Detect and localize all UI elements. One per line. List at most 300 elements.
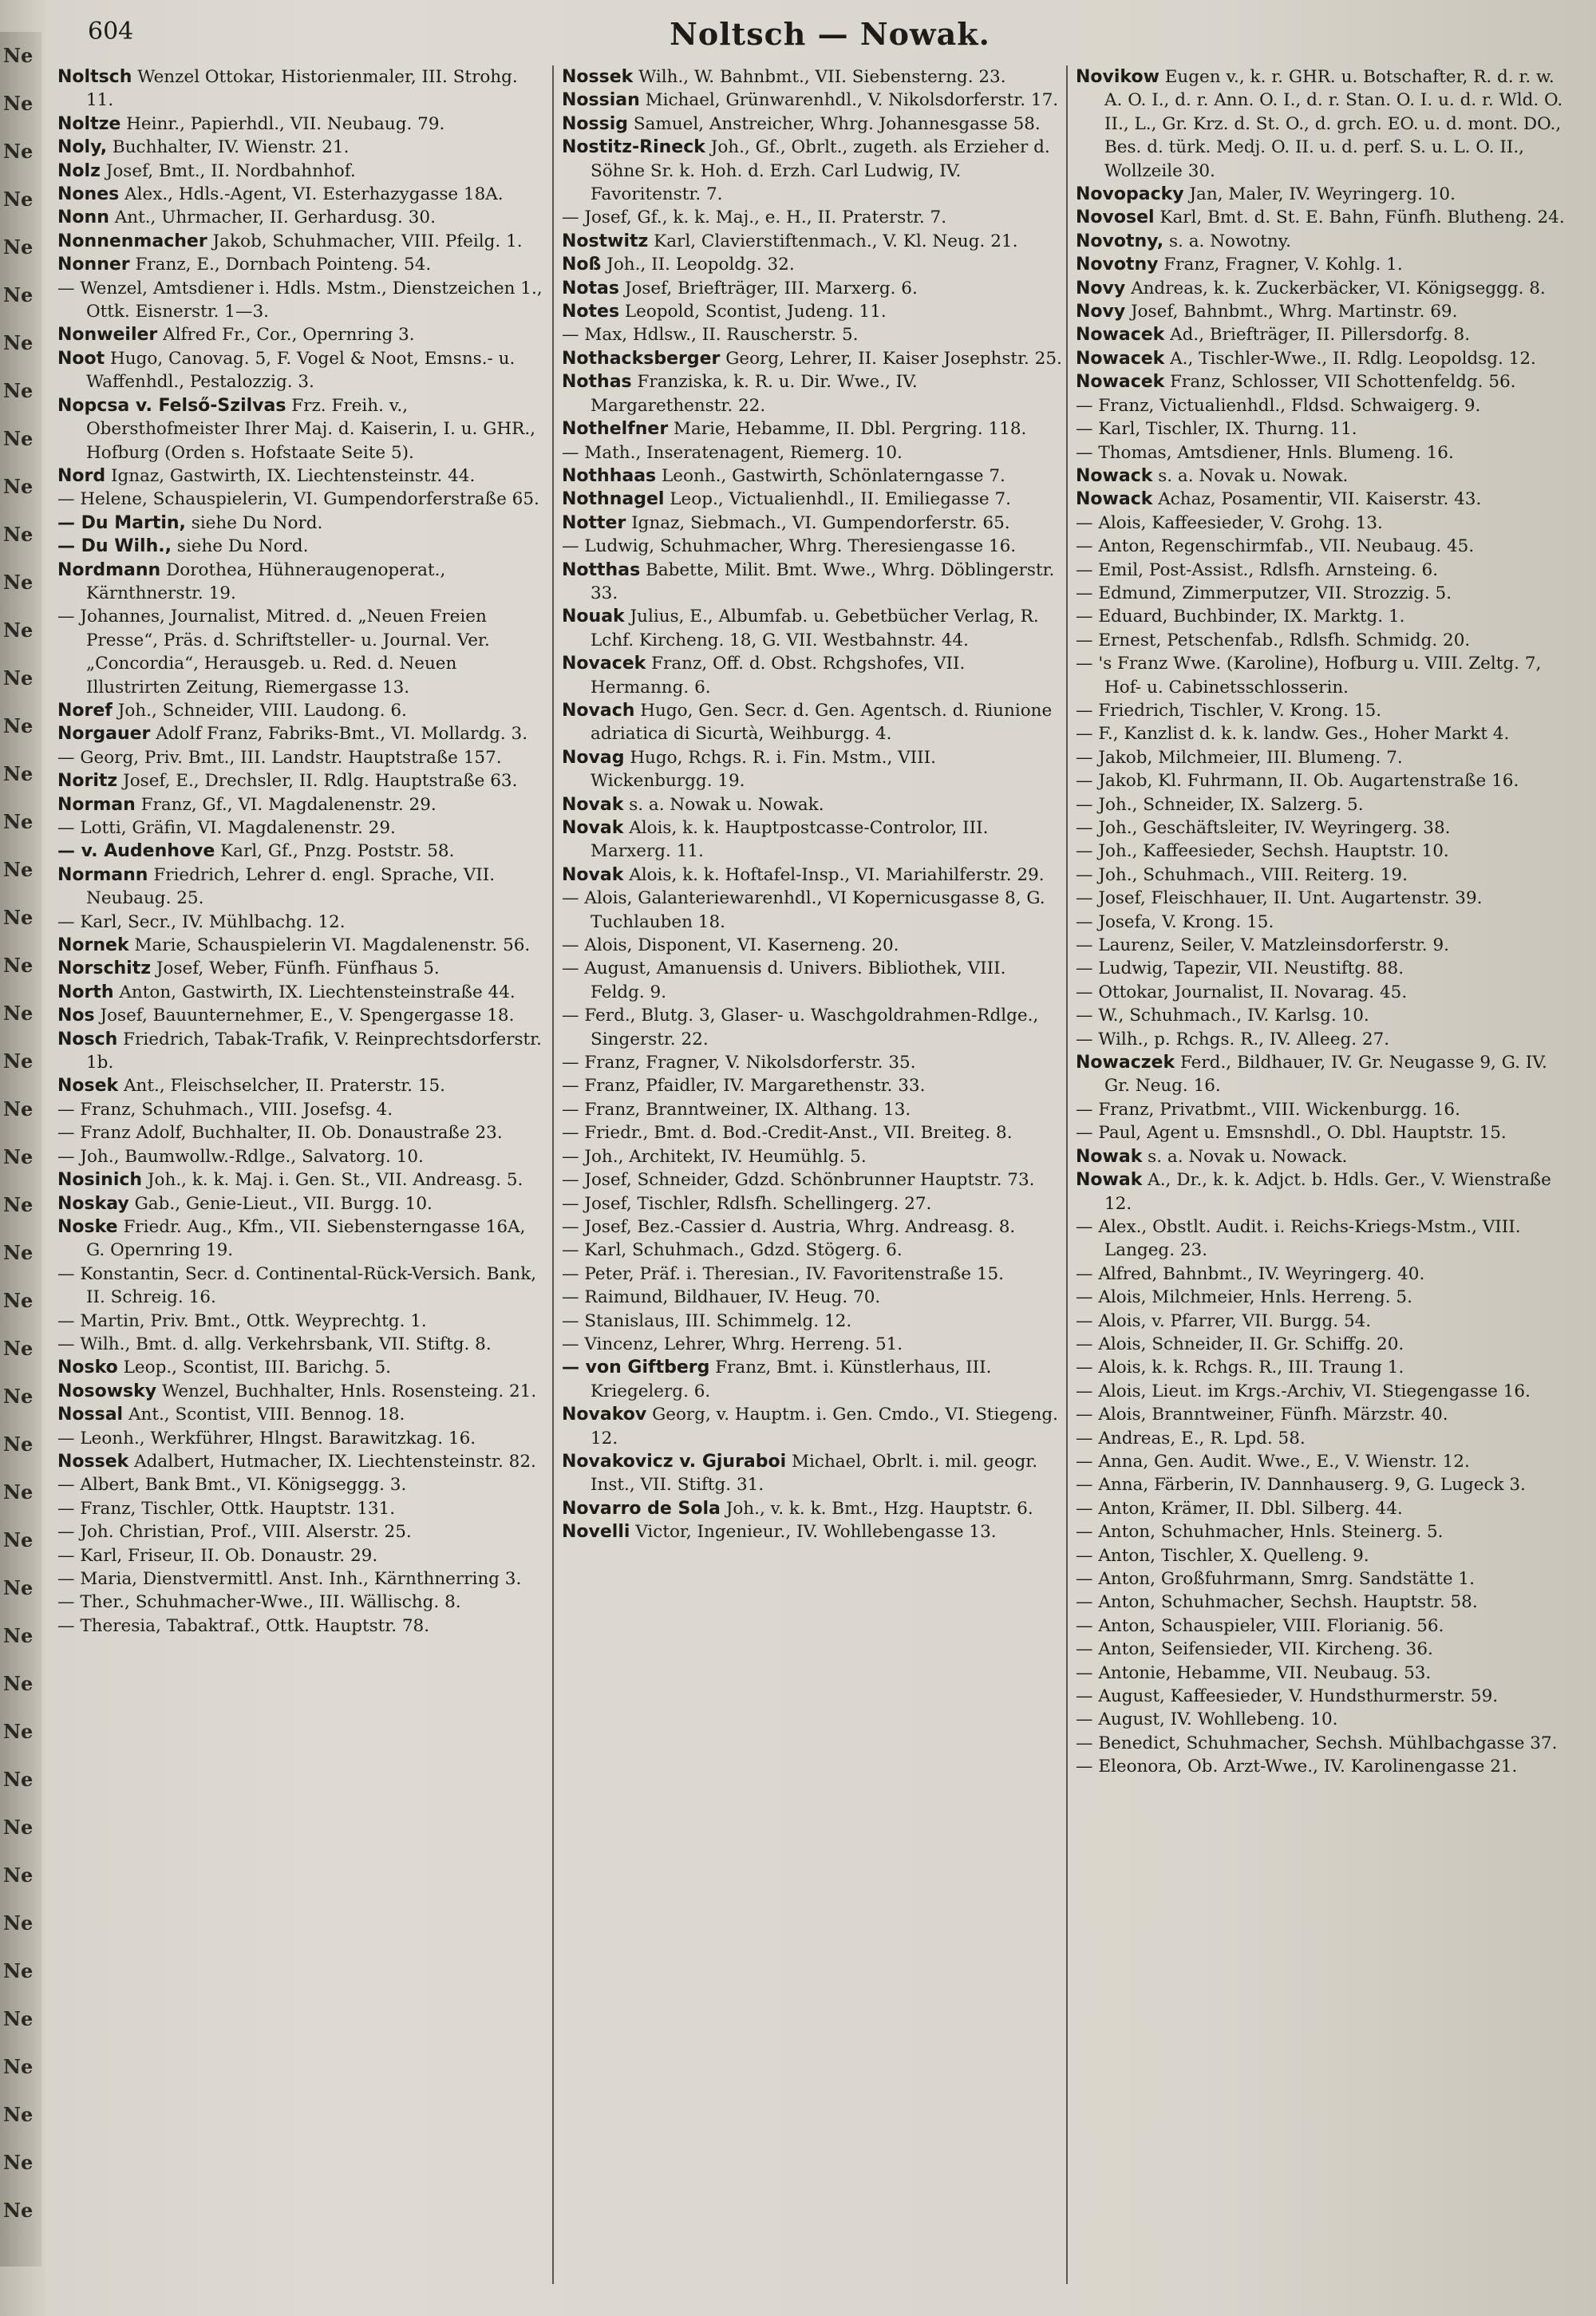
- directory-entry: [57, 1098, 549, 1121]
- entry-name: — Wilh.,: [57, 1334, 131, 1354]
- entry-name: — Alois,: [1076, 1358, 1147, 1378]
- directory-entry: [57, 488, 549, 511]
- entry-name: — Konstantin,: [57, 1263, 180, 1284]
- entry-name: — Du Wilh.,: [57, 536, 172, 557]
- directory-entry: [1076, 1168, 1567, 1215]
- gutter-fragment: Ne: [3, 1193, 34, 1216]
- entry-details: Schneider, II. Gr. Schiffg. 20.: [1152, 1334, 1404, 1354]
- entry-details: Kaffeesieder, Sechsh. Hauptstr. 10.: [1143, 841, 1449, 862]
- directory-entry: [57, 1544, 549, 1567]
- entry-details: Joh., Gf., Obrlt., zugeth. als Erzieher d. Söhne Sr. k. Hoh. d. Erzh. Carl Ludwig, IV. Favoritenstr. 7.: [591, 137, 1050, 205]
- entry-name: — Anna,: [1076, 1451, 1149, 1472]
- entry-details: Alex., Hdls.-Agent, VI. Esterhazygasse 18A.: [124, 184, 504, 205]
- directory-entry: [562, 1239, 1063, 1262]
- entry-name: — Franz,: [57, 1099, 136, 1120]
- entry-details: Petschenfab., Rdlsfh. Schmidg. 20.: [1167, 630, 1471, 650]
- directory-entry: [57, 864, 549, 911]
- directory-entry: [1076, 769, 1567, 792]
- entry-details: Lieut. im Krgs.-Archiv, VI. Stiegengasse 16.: [1152, 1381, 1531, 1401]
- directory-entry: [562, 136, 1063, 206]
- entry-details: Friedrich, Lehrer d. engl. Sprache, VII. Neubaug. 25.: [86, 864, 496, 909]
- directory-entry: [1076, 1356, 1567, 1379]
- entry-name: Noskay: [57, 1193, 129, 1214]
- entry-details: Tischler, Rdlsfh. Schellingerg. 27.: [637, 1193, 932, 1214]
- directory-entry: [562, 1074, 1063, 1097]
- entry-name: — Martin,: [57, 1310, 145, 1331]
- directory-entry: [1076, 1380, 1567, 1403]
- entry-details: Franz, Bmt. i. Künstlerhaus, III. Kriegelerg. 6.: [591, 1358, 992, 1401]
- directory-entry: [1076, 840, 1567, 863]
- directory-entry: [57, 1333, 549, 1356]
- directory-entry: [1076, 981, 1567, 1004]
- directory-entry: [562, 1121, 1063, 1144]
- entry-name: — Du Martin,: [57, 512, 186, 533]
- gutter-fragment: Ne: [3, 1337, 34, 1360]
- entry-details: Ignaz, Siebmach., VI. Gumpendorferstr. 65.: [631, 512, 1010, 533]
- directory-entry: [562, 113, 1063, 136]
- entry-details: Ant., Fleischselcher, II. Praterstr. 15.: [124, 1076, 445, 1097]
- directory-entry: [1076, 253, 1567, 276]
- entry-details: Marie, Hebamme, II. Dbl. Pergring. 118.: [674, 419, 1027, 440]
- entry-name: — Alois,: [1076, 1287, 1147, 1308]
- entry-details: Geschäftsleiter, IV. Weyringerg. 38.: [1143, 818, 1451, 838]
- entry-details: v. Pfarrer, VII. Burgg. 54.: [1152, 1310, 1372, 1331]
- entry-name: — Joh.,: [1076, 794, 1138, 815]
- entry-details: Hdlsw., II. Rauscherstr. 5.: [632, 325, 859, 346]
- gutter-fragment: Ne: [3, 571, 34, 594]
- entry-name: — Paul,: [1076, 1123, 1142, 1144]
- directory-entry: [562, 1356, 1063, 1403]
- gutter-fragment: Ne: [3, 810, 34, 833]
- directory-entry: [562, 300, 1063, 323]
- directory-entry: [562, 1004, 1063, 1051]
- directory-entry: [57, 230, 549, 253]
- directory-entry: [1076, 464, 1567, 488]
- directory-entry: [1076, 864, 1567, 887]
- entry-details: Gen. Audit. Wwe., E., V. Wienstr. 12.: [1154, 1451, 1470, 1472]
- entry-details: Wilh., W. Bahnbmt., VII. Siebensterng. 23.: [638, 67, 1006, 87]
- entry-name: — Joh.,: [1076, 864, 1138, 885]
- directory-entry: [1076, 277, 1567, 300]
- entry-name: Nonweiler: [57, 325, 158, 346]
- entry-details: Ant., Uhrmacher, II. Gerhardusg. 30.: [114, 207, 436, 228]
- gutter-fragment: Ne: [3, 1289, 34, 1312]
- entry-details: Krämer, II. Dbl. Silberg. 44.: [1160, 1498, 1403, 1519]
- page-header: [88, 8, 1572, 56]
- entry-name: — Franz,: [562, 1099, 641, 1120]
- entry-name: Nothhaas: [562, 465, 657, 486]
- entry-details: Joh., II. Leopoldg. 32.: [606, 255, 795, 275]
- entry-name: — Josef,: [562, 1216, 632, 1237]
- entry-name: Nonner: [57, 255, 130, 275]
- entry-name: — Jakob,: [1076, 747, 1153, 768]
- entry-details: Karl, Bmt. d. St. E. Bahn, Fünfh. Bluthеng. 24.: [1159, 207, 1565, 228]
- directory-entry: [562, 1145, 1063, 1168]
- directory-entry: [57, 722, 549, 745]
- entry-details: Werkführer, Hlngst. Barawitzkag. 16.: [150, 1428, 476, 1448]
- entry-name: Noly,: [57, 137, 108, 158]
- entry-name: — Eleonora,: [1076, 1757, 1183, 1777]
- gutter-fragment: Ne: [3, 1768, 34, 1791]
- directory-entry: [562, 347, 1063, 370]
- directory-entry: [1076, 1004, 1567, 1027]
- directory-entry: [1076, 1685, 1567, 1708]
- entry-details: Schuhmach., Gdzd. Stögerg. 6.: [632, 1240, 903, 1261]
- entry-details: III. Schimmelg. 12.: [685, 1310, 852, 1331]
- gutter-fragment: Ne: [3, 714, 34, 737]
- directory-entry: [57, 512, 549, 535]
- entry-details: Achaz, Posamentir, VII. Kaiserstr. 43.: [1158, 489, 1482, 510]
- entry-name: Norschitz: [57, 958, 152, 979]
- entry-name: — Karl,: [57, 911, 123, 932]
- entry-name: — Joh.,: [57, 1146, 120, 1167]
- entry-name: Nowacek: [1076, 325, 1165, 346]
- entry-name: Nowak: [1076, 1170, 1143, 1191]
- directory-entry: [562, 652, 1063, 699]
- directory-entry: [1076, 1497, 1567, 1520]
- entry-name: — Alois,: [1076, 1405, 1147, 1425]
- directory-entry: [1076, 746, 1567, 769]
- entry-name: Norman: [57, 794, 136, 815]
- directory-entry: [1076, 1286, 1567, 1309]
- entry-details: Samuel, Anstreicher, Whrg. Johannesgasse 58.: [633, 113, 1041, 134]
- directory-entry: [1076, 65, 1567, 183]
- entry-details: Disponent, VI. Kaserneng. 20.: [638, 935, 899, 956]
- entry-details: Schauspielerin, VI. Gumpendorferstraße 65.: [152, 489, 539, 510]
- entry-name: Noltsch: [57, 67, 132, 87]
- entry-details: A., Tischler-Wwe., II. Rdlg. Leopoldsg. 12.: [1170, 348, 1536, 369]
- entry-details: Leop., Victualienhdl., II. Emiliegasse 7.: [670, 489, 1011, 510]
- entry-name: Novelli: [562, 1522, 630, 1543]
- entry-name: Nord: [57, 465, 106, 486]
- entry-name: Novosel: [1076, 207, 1155, 228]
- directory-entry: [562, 1497, 1063, 1520]
- entry-details: Babette, Milit. Bmt. Wwe., Whrg. Döblingerstr. 33.: [591, 559, 1055, 603]
- directory-entry: [57, 1450, 549, 1473]
- entry-name: — Alois,: [1076, 512, 1147, 533]
- gutter-fragment: Ne: [3, 188, 34, 211]
- entry-name: Noritz: [57, 771, 118, 792]
- entry-name: — Anton,: [1076, 536, 1156, 557]
- directory-entry: [1076, 629, 1567, 652]
- entry-name: — Alois,: [1076, 1381, 1147, 1401]
- directory-entry: [1076, 370, 1567, 393]
- entry-details: Branntweiner, Fünfh. Märzstr. 40.: [1152, 1405, 1448, 1425]
- entry-details: Adalbert, Hutmacher, IX. Liechtensteinstr. 82.: [134, 1451, 536, 1472]
- directory-entry: [562, 957, 1063, 1004]
- entry-details: Georg, Lehrer, II. Kaiser Josephstr. 25.: [725, 348, 1062, 369]
- entry-details: Marie, Schauspielerin VI. Magdalenenstr. 56.: [134, 935, 531, 956]
- entry-details: Galanteriewarenhdl., VI Kopernicusgasse 8, G. Tuchlauben 18.: [591, 888, 1045, 932]
- directory-entry: [562, 323, 1063, 346]
- entry-name: — Max,: [562, 325, 628, 346]
- directory-entry: [57, 1380, 549, 1403]
- entry-name: — Joh. Christian,: [57, 1522, 205, 1543]
- directory-entry: [562, 253, 1063, 276]
- entry-details: Franz, E., Dornbach Pointeng. 54.: [135, 255, 432, 275]
- entry-details: A., Dr., k. k. Adjct. b. Hdls. Ger., V. Wienstraße 12.: [1104, 1170, 1551, 1214]
- entry-name: Novotny: [1076, 255, 1159, 275]
- directory-entry: [562, 417, 1063, 441]
- directory-entry: [562, 1168, 1063, 1192]
- column-right: [1069, 65, 1570, 2292]
- entry-details: Heinr., Papierhdl., VII. Neubaug. 79.: [126, 113, 445, 134]
- entry-details: Bmt. d. allg. Verkehrsbank, VII. Stiftg. 8.: [136, 1334, 492, 1354]
- entry-name: Novikow: [1076, 67, 1159, 87]
- entry-name: Nonnenmacher: [57, 231, 207, 251]
- gutter-fragment: Ne: [3, 283, 34, 306]
- gutter-fragment: Ne: [3, 1049, 34, 1073]
- gutter-fragment: Ne: [3, 1528, 34, 1551]
- entry-details: Branntweiner, IX. Althang. 13.: [646, 1099, 911, 1120]
- directory-entry: [1076, 934, 1567, 957]
- entry-details: Präf. i. Theresian., IV. Favoritenstraße 15.: [639, 1263, 1005, 1284]
- directory-entry: [57, 1403, 549, 1426]
- entry-name: — Josef,: [562, 1170, 632, 1191]
- entry-name: — Franz,: [57, 1498, 136, 1519]
- directory-entry: [1076, 1450, 1567, 1473]
- entry-details: s. a. Nowotny.: [1169, 231, 1291, 251]
- entry-details: Josef, Bauunternehmer, E., V. Spengergasse 18.: [100, 1006, 515, 1026]
- entry-name: — Anton,: [1076, 1522, 1156, 1543]
- entry-details: Hugo, Gen. Secr. d. Gen. Agentsch. d. Riunione adriatica di Sicurtà, Weihburgg. 4.: [591, 700, 1053, 745]
- entry-name: — Peter,: [562, 1263, 634, 1284]
- entry-name: — Joh.,: [1076, 841, 1138, 862]
- entry-details: Hebamme, VII. Neubaug. 53.: [1176, 1662, 1432, 1683]
- directory-entry: [1076, 1263, 1567, 1286]
- gutter-fragment: Ne: [3, 954, 34, 977]
- entry-name: Novach: [562, 700, 635, 721]
- entry-name: Notas: [562, 278, 619, 298]
- entry-name: Nothnagel: [562, 489, 665, 510]
- entry-name: — Ottokar,: [1076, 982, 1169, 1002]
- entry-name: — Albert,: [57, 1475, 140, 1496]
- entry-name: Novak: [562, 794, 624, 815]
- gutter-fragment: Ne: [3, 235, 34, 259]
- directory-entry: [1076, 1121, 1567, 1144]
- directory-entry: [1076, 394, 1567, 417]
- entry-details: Ferd., Bildhauer, IV. Gr. Neugasse 9, G. IV. Gr. Neug. 16.: [1104, 1053, 1547, 1097]
- directory-entry: [1076, 535, 1567, 558]
- directory-entry: [1076, 1755, 1567, 1778]
- entry-name: — Franz,: [1076, 395, 1155, 416]
- directory-entry: [562, 65, 1063, 89]
- gutter-fragment: Ne: [3, 1385, 34, 1408]
- entry-name: — W.,: [1076, 1006, 1124, 1026]
- directory-entry: [562, 1263, 1063, 1286]
- gutter-fragment: Ne: [3, 1624, 34, 1647]
- entry-name: Nothacksberger: [562, 348, 721, 369]
- entry-details: Victualienhdl., Fldsd. Schwaigerg. 9.: [1159, 395, 1481, 416]
- directory-entry: [57, 183, 549, 206]
- gutter-fragment: Ne: [3, 379, 34, 402]
- entry-name: Nowacek: [1076, 348, 1165, 369]
- directory-entry: [1076, 605, 1567, 628]
- directory-entry: [1076, 722, 1567, 745]
- entry-details: Journalist, II. Novarag. 45.: [1174, 982, 1408, 1002]
- entry-name: Nossal: [57, 1405, 124, 1425]
- directory-entry: [1076, 1028, 1567, 1051]
- directory-entry: [1076, 1708, 1567, 1731]
- gutter-fragment: Ne: [3, 2007, 34, 2030]
- entry-name: Notter: [562, 512, 626, 533]
- entry-details: Obstlt. Audit. i. Reichs-Kriegs-Mstm., VIII. Langeg. 23.: [1104, 1216, 1521, 1261]
- entry-name: Nowacek: [1076, 372, 1165, 393]
- entry-name: — August,: [562, 958, 651, 979]
- entry-details: Hugo, Canovag. 5, F. Vogel & Noot, Emsns.- u. Waffenhdl., Pestalozzig. 3.: [86, 348, 516, 393]
- gutter-fragment: Ne: [3, 1959, 34, 1982]
- gutter-fragment: Ne: [3, 44, 34, 67]
- entry-details: Buchhalter, II. Ob. Donaustraße 23.: [192, 1123, 503, 1144]
- directory-entry: [1076, 1145, 1567, 1168]
- entry-details: Leop., Scontist, III. Barichg. 5.: [123, 1358, 392, 1378]
- directory-entry: [1076, 957, 1567, 980]
- entry-details: Schneider, Gdzd. Schönbrunner Hauptstr. 73.: [637, 1170, 1035, 1191]
- directory-entry: [1076, 1403, 1567, 1426]
- entry-name: Nosko: [57, 1358, 118, 1378]
- entry-name: Nostwitz: [562, 231, 649, 251]
- entry-name: — Lotti,: [57, 818, 127, 838]
- entry-details: Amtsdiener i. Hdls. Mstm., Dienstzeichen 1., Ottk. Eisnerstr. 1—3.: [86, 278, 543, 322]
- directory-entry: [57, 934, 549, 957]
- entry-name: — Friedr.,: [562, 1123, 649, 1144]
- entry-details: Schuhmacher-Wwe., III. Wällischg. 8.: [135, 1592, 461, 1613]
- directory-entry: [1076, 652, 1567, 699]
- entry-name: — Anton,: [1076, 1592, 1156, 1613]
- gutter-fragment: Ne: [3, 666, 34, 690]
- entry-details: Anton, Gastwirth, IX. Liechtensteinstraße 44.: [119, 982, 516, 1002]
- directory-entry: [57, 1192, 549, 1215]
- entry-details: Post-Assist., Rdlsfh. Arnsteing. 6.: [1148, 559, 1439, 580]
- entry-name: — Ther.,: [57, 1592, 130, 1613]
- entry-details: Milchmeier, Hnls. Herreng. 5.: [1152, 1287, 1412, 1308]
- entry-details: Kaffeesieder, V. Hundsthurmerstr. 59.: [1170, 1686, 1499, 1707]
- entry-details: Ignaz, Gastwirth, IX. Liechtensteinstr. 44.: [110, 465, 476, 486]
- directory-entry: [57, 1591, 549, 1614]
- entry-name: Noltze: [57, 113, 121, 134]
- entry-name: — Stanislaus,: [562, 1310, 680, 1331]
- directory-entry: [57, 769, 549, 792]
- directory-entry: [1076, 300, 1567, 323]
- entry-details: Schuhmacher, Whrg. Theresiengasse 16.: [659, 536, 1017, 557]
- entry-details: Prof., VIII. Alserstr. 25.: [210, 1522, 412, 1543]
- entry-name: — Josefa,: [1076, 911, 1157, 932]
- entry-name: — Theresia,: [57, 1615, 161, 1636]
- entry-details: Tischler, Ottk. Hauptstr. 131.: [141, 1498, 396, 1519]
- column-divider: [1066, 65, 1068, 2284]
- directory-entry: [562, 464, 1063, 488]
- directory-entry: [57, 277, 549, 324]
- directory-entry: [57, 816, 549, 840]
- gutter-fragment: Ne: [3, 2151, 34, 2174]
- entry-details: Wwe. (Karoline), Hofburg u. VIII. Zeltg. 7, Hof- u. Cabinetsschlosserin.: [1104, 654, 1542, 698]
- directory-entry: [57, 746, 549, 769]
- entry-details: Jan, Maler, IV. Weyringerg. 10.: [1189, 184, 1456, 205]
- entry-details: Buchbinder, IX. Marktg. 1.: [1173, 607, 1405, 627]
- entry-details: Joh., Schneider, VIII. Laudong. 6.: [117, 700, 407, 721]
- entry-name: — Johannes,: [57, 607, 165, 627]
- entry-details: p. Rchgs. R., IV. Alleeg. 27.: [1154, 1029, 1390, 1049]
- directory-entry: [562, 605, 1063, 652]
- directory-entry: [57, 1520, 549, 1543]
- entry-details: Schuhmacher, Sechsh. Hauptstr. 58.: [1160, 1592, 1478, 1613]
- entry-details: Josef, Weber, Fünfh. Fünfhaus 5.: [156, 958, 440, 979]
- entry-name: Novacek: [562, 654, 646, 674]
- entry-name: — Ferd.,: [562, 1006, 636, 1026]
- entry-details: Wenzel, Buchhalter, Hnls. Rosensteing. 21.: [161, 1381, 537, 1401]
- entry-details: Franz, Gf., VI. Magdalenenstr. 29.: [140, 794, 437, 815]
- entry-details: Josef, Briefträger, III. Marxerg. 6.: [624, 278, 918, 298]
- entry-name: — Anton,: [1076, 1545, 1156, 1566]
- entry-name: — Josef,: [562, 207, 632, 228]
- gutter-fragment: Ne: [3, 1241, 34, 1264]
- entry-name: — Edmund,: [1076, 583, 1177, 603]
- directory-entry: [57, 535, 549, 558]
- directory-entry: [57, 1028, 549, 1075]
- entry-name: — Alois,: [562, 888, 633, 909]
- gutter-fragment: Ne: [3, 1480, 34, 1504]
- directory-entry: [57, 347, 549, 394]
- directory-entry: [1076, 699, 1567, 722]
- directory-entry: [562, 1192, 1063, 1215]
- entry-name: — Ernest,: [1076, 630, 1162, 650]
- entry-name: — August,: [1076, 1709, 1165, 1730]
- directory-entry: [1076, 323, 1567, 346]
- entry-details: Franz, Off. d. Obst. Rchgshofes, VII. Hermanng. 6.: [591, 654, 966, 698]
- entry-details: Alois, k. k. Hoftafel-Insp., VI. Mariahilferstr. 29.: [629, 864, 1045, 885]
- entry-name: Noske: [57, 1216, 118, 1237]
- entry-details: Friedr. Aug., Kfm., VII. Siebensterngasse 16A, G. Opernring 19.: [86, 1216, 526, 1261]
- directory-entry: [57, 559, 549, 606]
- gutter-fragment: Ne: [3, 1145, 34, 1168]
- entry-details: Friseur, II. Ob. Donaustr. 29.: [128, 1545, 378, 1566]
- entry-details: Färberin, IV. Dannhauserg. 9, G. Lugeck 3.: [1154, 1475, 1526, 1496]
- entry-name: — Wenzel,: [57, 278, 148, 298]
- gutter-fragment: Ne: [3, 619, 34, 642]
- entry-name: Novakovicz v. Gjuraboi: [562, 1451, 787, 1472]
- gutter-fragment: Ne: [3, 858, 34, 881]
- gutter-fragment: Ne: [3, 475, 34, 498]
- entry-details: Frz. Freih. v., Obersthofmeister Ihrer Maj. d. Kaiserin, I. u. GHR., Hofburg (Orden s. Hofstaate Seite 5).: [86, 395, 535, 463]
- entry-details: Franziska, k. R. u. Dir. Wwe., IV. Margarethenstr. 22.: [591, 372, 918, 416]
- directory-entry: [562, 488, 1063, 511]
- directory-entry: [1076, 417, 1567, 441]
- directory-entry: [562, 441, 1063, 464]
- entry-details: Bez.-Cassier d. Austria, Whrg. Andreasg. 8.: [637, 1216, 1016, 1237]
- gutter-fragment: Ne: [3, 906, 34, 929]
- directory-entry: [57, 113, 549, 136]
- entry-details: Dienstvermittl. Anst. Inh., Kärnthnerring 3.: [142, 1569, 522, 1589]
- adjacent-page-edge: [0, 32, 41, 2267]
- entry-name: — Wilh.,: [1076, 1029, 1149, 1049]
- entry-details: Seiler, V. Matzleinsdorferstr. 9.: [1180, 935, 1449, 956]
- entry-name: Nones: [57, 184, 120, 205]
- entry-details: Baumwollw.-Rdlge., Salvatorg. 10.: [124, 1146, 424, 1167]
- entry-details: Großfuhrmann, Smrg. Sandstätte 1.: [1160, 1569, 1475, 1589]
- entry-details: Gräfin, VI. Magdalenenstr. 29.: [132, 818, 396, 838]
- entry-name: — Anton,: [1076, 1569, 1156, 1589]
- directory-entry: [1076, 347, 1567, 370]
- entry-details: Priv. Bmt., III. Landstr. Hauptstraße 157.: [144, 747, 502, 768]
- entry-details: Pfaidler, IV. Margarethenstr. 33.: [646, 1076, 926, 1097]
- directory-entry: [562, 535, 1063, 558]
- entry-details: Tischler, X. Quelleng. 9.: [1160, 1545, 1369, 1566]
- entry-details: siehe Du Nord.: [176, 536, 309, 557]
- directory-entry: [562, 1098, 1063, 1121]
- entry-details: Schuhmach., VIII. Reiterg. 19.: [1143, 864, 1408, 885]
- entry-name: Novakov: [562, 1405, 647, 1425]
- entry-details: Schauspieler, VIII. Florianig. 56.: [1160, 1615, 1444, 1636]
